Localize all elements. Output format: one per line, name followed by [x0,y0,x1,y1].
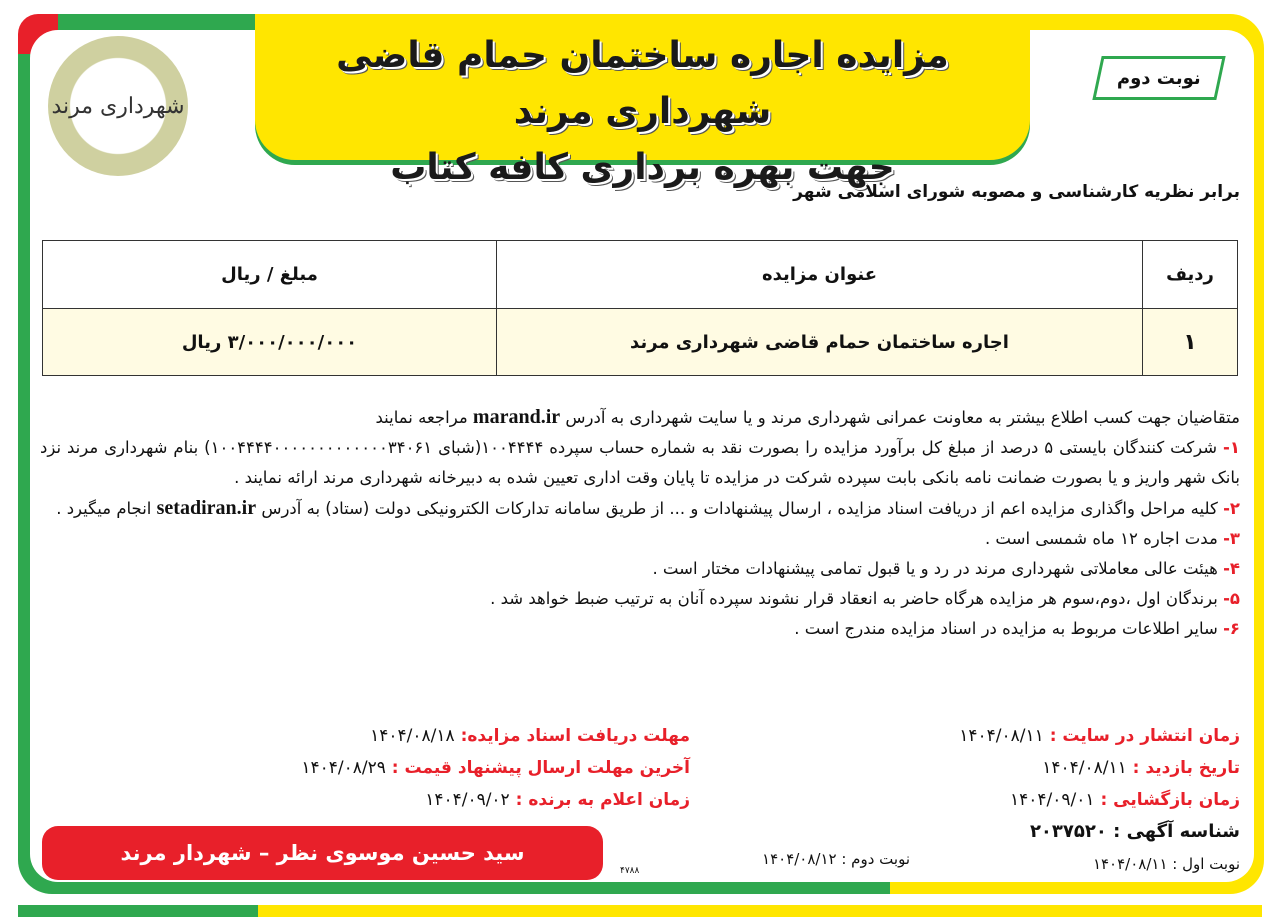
term-3 [40,524,1240,554]
run-badge [1092,56,1225,100]
date-label: زمان بازگشایی : [1094,790,1240,810]
title-line-1: مزایده اجاره ساختمان حمام قاضی شهرداری مرند [336,35,949,132]
term-text: برندگان اول ،دوم،سوم هر مزایده هرگاه حاضر به انعقاد قرار نشوند سپرده آنان به ترتیب ضبط خواهد شد . [490,589,1224,608]
term-4 [40,554,1240,584]
second-run: نوبت دوم : ۱۴۰۴/۰۸/۱۲ [762,850,910,868]
first-run: نوبت اول : ۱۴۰۴/۰۸/۱۱ [1092,855,1240,873]
title-banner [255,14,1030,188]
table-header-row [43,241,1238,309]
term-number: ۵- [1223,589,1240,608]
col-title: عنوان مزایده [497,241,1143,309]
cell-amount: ۳/۰۰۰/۰۰۰/۰۰۰ ریال [43,309,497,376]
auction-table [42,240,1238,376]
date-value: ۱۴۰۴/۰۸/۱۱ [1042,758,1127,778]
marand-link[interactable]: marand.ir [472,406,561,428]
term-text: مدت اجاره ۱۲ ماه شمسی است . [984,529,1224,548]
visit-date [959,752,1240,784]
logo-text: شهرداری مرند [51,93,185,119]
term-number: ۴- [1223,559,1240,578]
opening-date [959,784,1240,816]
date-label: آخرین مهلت ارسال پیشنهاد قیمت : [385,758,690,778]
title-line-2: جهت بهره برداری کافه کتاب [390,147,895,188]
setadiran-link[interactable]: setadiran.ir [156,497,257,519]
date-label: زمان انتشار در سایت : [1043,726,1240,746]
next-ad-strip-green [18,905,258,917]
term-1 [40,433,1240,493]
cell-row: ۱ [1143,309,1238,376]
term-number: ۱- [1223,438,1240,457]
dates-right [959,720,1240,880]
table-row [43,309,1238,376]
intro-text-end: مراجعه نمایند [375,408,473,427]
subtitle: برابر نظریه کارشناسی و مصوبه شورای اسلامی شهر [793,182,1240,202]
term-number: ۶- [1223,619,1240,638]
intro-text: متقاضیان جهت کسب اطلاع بیشتر به معاونت عمرانی شهرداری مرند و یا سایت شهرداری به آدرس [560,408,1240,427]
term-number: ۲- [1223,499,1240,518]
term-text: هیئت عالی معاملاتی شهرداری مرند در رد و یا قبول تمامی پیشنهادات مختار است . [652,559,1224,578]
date-value: ۱۴۰۴/۰۸/۲۹ [301,758,386,778]
col-row: ردیف [1143,241,1238,309]
municipality-logo [48,36,188,176]
term-text: کلیه مراحل واگذاری مزایده اعم از دریافت اسناد مزایده ، ارسال پیشنهادات و ... از طریق سامانه تدارکات الکترونیکی دولت (ستاد) به آدرس [256,499,1224,518]
date-value: ۱۴۰۴/۰۸/۱۱ [959,726,1044,746]
next-ad-strip-yellow [258,905,1262,917]
term-5 [40,584,1240,614]
ad-id: شناسه آگهی : ۲۰۳۷۵۲۰ [1029,821,1240,842]
intro [40,402,1240,433]
date-value: ۱۴۰۴/۰۹/۰۲ [425,790,510,810]
date-label: مهلت دریافت اسناد مزایده: [454,726,690,746]
col-amount: مبلغ / ریال [43,241,497,309]
terms-body [40,402,1240,644]
term-text: سایر اطلاعات مربوط به مزایده در اسناد مزایده مندرج است . [794,619,1224,638]
cell-title: اجاره ساختمان حمام قاضی شهرداری مرند [497,309,1143,376]
ad-code: ۴۷۸۸ [620,866,640,876]
date-label: تاریخ بازدید : [1126,758,1240,778]
term-6 [40,614,1240,644]
badge-label: نوبت دوم [1117,67,1201,89]
signature-box: سید حسین موسوی نظر – شهردار مرند [42,826,603,880]
term-2 [40,493,1240,524]
publish-date [959,720,1240,752]
term-number: ۳- [1223,529,1240,548]
term-text: شرکت کنندگان بایستی ۵ درصد از مبلغ کل برآورد مزایده را بصورت نقد به شماره حساب سپرده ۱۰۰۴۴۴۴(شبای ۱۰۰۴۴۴۴۰۰۰۰۰۰۰۰۰۰۰۰۰۳۴۰۶۱) بنام شهرداری مرند نزد بانک شهر واریز و یا بصورت ضمانت نامه بانکی بابت سپرده شرکت در مزایده تا پایان وقت اداری تعیین شده به دبیرخانه شهرداری مرند ارائه نمایند . [40,438,1240,487]
date-value: ۱۴۰۴/۰۹/۰۱ [1010,790,1095,810]
term-text-end: انجام میگیرد . [56,499,157,518]
winner-date [301,784,690,816]
bid-deadline [301,752,690,784]
docs-deadline [301,720,690,752]
date-value: ۱۴۰۴/۰۸/۱۸ [370,726,455,746]
date-label: زمان اعلام به برنده : [509,790,690,810]
dates-left [301,720,690,816]
